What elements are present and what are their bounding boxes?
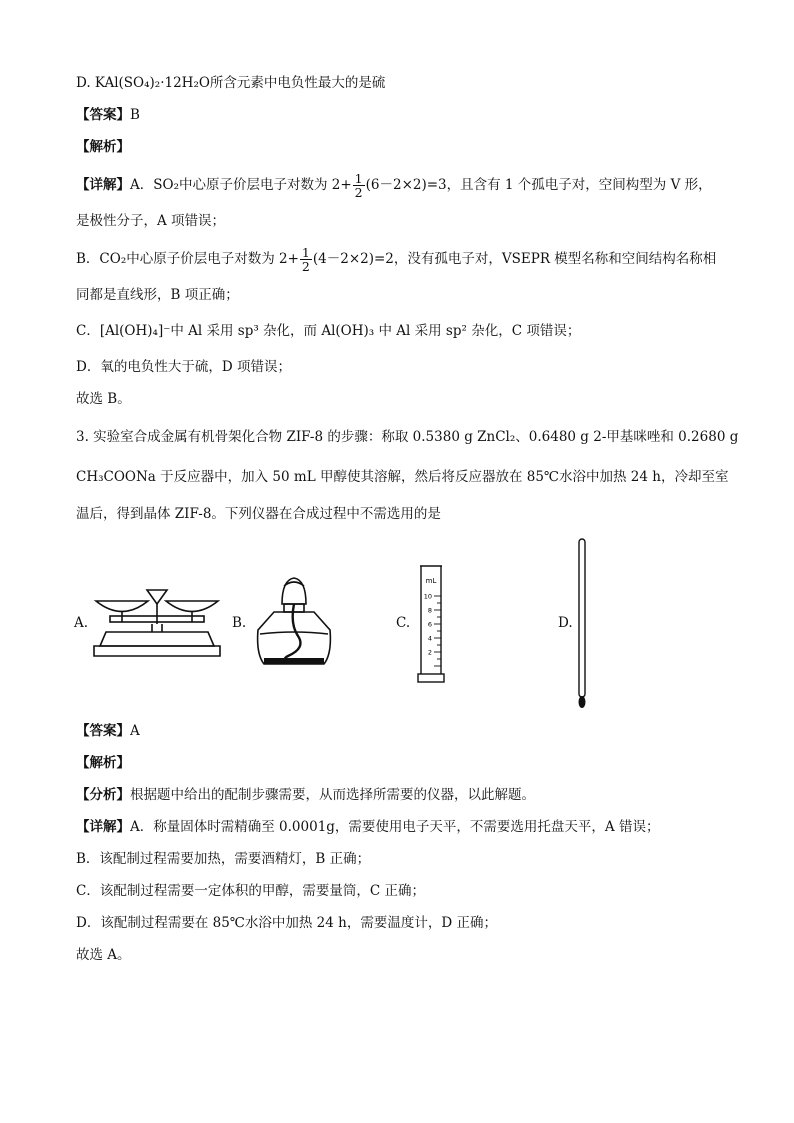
option-d-label: D. [558, 615, 573, 631]
q3-detail-b: B．该配制过程需要加热，需要酒精灯，B 正确； [76, 851, 371, 867]
q2-b-text-pre: B．CO₂中心原子价层电子对数为 2+ [76, 251, 299, 267]
option-a-label: A. [74, 615, 89, 631]
option-c-label: C. [396, 615, 411, 631]
graduated-cylinder-icon [418, 564, 444, 684]
q3-detail-d: D．该配制过程需要在 85℃水浴中加热 24 h，需要温度计，D 正确； [76, 915, 497, 931]
analysis-text: 根据题中给出的配制步骤需要，从而选择所需要的仪器，以此解题。 [130, 787, 535, 803]
thermometer-icon [577, 538, 587, 710]
q3-conclusion: 故选 A。 [76, 947, 131, 963]
cylinder-tick-label: 4 [427, 634, 432, 643]
alcohol-lamp-icon [254, 574, 334, 668]
q2-b-text-post: (4－2×2)=2，没有孤电子对，VSEPR 模型名称和空间结构名称相 [312, 251, 717, 267]
fraction-denominator: 2 [354, 185, 363, 200]
option-b-label: B. [232, 615, 247, 631]
answer-tag: 【答案】 [76, 723, 130, 739]
fraction-denominator: 2 [301, 259, 310, 274]
cylinder-unit: mL [425, 577, 437, 585]
q3-detail-a [76, 816, 734, 838]
q2-conclusion: 故选 B。 [76, 391, 131, 407]
detail-tag: 【详解】 [76, 819, 130, 835]
analysis-sub-tag: 【分析】 [76, 787, 130, 803]
answer-tag: 【答案】 [76, 107, 130, 123]
q2-detail-a-line1 [76, 172, 734, 199]
detail-tag: 【详解】 [76, 177, 130, 193]
cylinder-tick-label: 6 [427, 620, 432, 629]
q2-analysis-tag: 【解析】 [76, 139, 130, 155]
q2-answer [76, 104, 734, 126]
q2-a-text-post: (6－2×2)=3，且含有 1 个孤电子对，空间构型为 V 形， [365, 177, 712, 193]
q3-analysis-tag: 【解析】 [76, 755, 130, 771]
fraction-numerator: 1 [301, 245, 310, 260]
q3-stem-line1: 3. 实验室合成金属有机骨架化合物 ZIF-8 的步骤：称取 0.5380 g ZnCl₂、0.6480 g 2-甲基咪唑和 0.2680 g [76, 429, 739, 445]
q3-a-text: A．称量固体时需精确至 0.0001g，需要使用电子天平，不需要选用托盘天平，A 错误； [130, 819, 660, 835]
q2-option-d: D. KAl(SO₄)₂·12H₂O所含元素中电负性最大的是硫 [76, 75, 386, 91]
q2-detail-a-line2: 是极性分子，A 项错误； [76, 213, 226, 229]
q3-analysis [76, 784, 734, 806]
q3-stem-line2: CH₃COONa 于反应器中，加入 50 mL 甲醇使其溶解，然后将反应器放在 85℃水浴中加热 24 h，冷却至室 [76, 469, 729, 485]
answer-value: A [130, 723, 140, 739]
q3-answer [76, 720, 734, 742]
q3-detail-c: C．该配制过程需要一定体积的甲醇，需要量筒，C 正确； [76, 883, 425, 899]
q2-detail-b-line2: 同都是直线形，B 项正确； [76, 287, 239, 303]
fraction-half [300, 246, 312, 273]
q2-detail-b-line1 [76, 246, 734, 273]
q2-detail-d: D．氧的电负性大于硫，D 项错误； [76, 359, 291, 375]
q2-detail-c: C．[Al(OH)₄]⁻中 Al 采用 sp³ 杂化，而 Al(OH)₃ 中 Al 采用 sp² 杂化，C 项错误； [76, 323, 581, 339]
cylinder-tick-label: 8 [427, 606, 432, 615]
answer-value: B [130, 107, 140, 123]
fraction-numerator: 1 [354, 171, 363, 186]
fraction-half [353, 172, 365, 199]
q3-stem-line3: 温后，得到晶体 ZIF-8。下列仪器在合成过程中不需选用的是 [76, 506, 441, 522]
cylinder-tick-label: 2 [427, 648, 432, 657]
cylinder-tick-label: 10 [423, 592, 432, 601]
q2-a-text-pre: A．SO₂中心原子价层电子对数为 2+ [130, 177, 352, 193]
balance-scale-icon [92, 580, 222, 660]
